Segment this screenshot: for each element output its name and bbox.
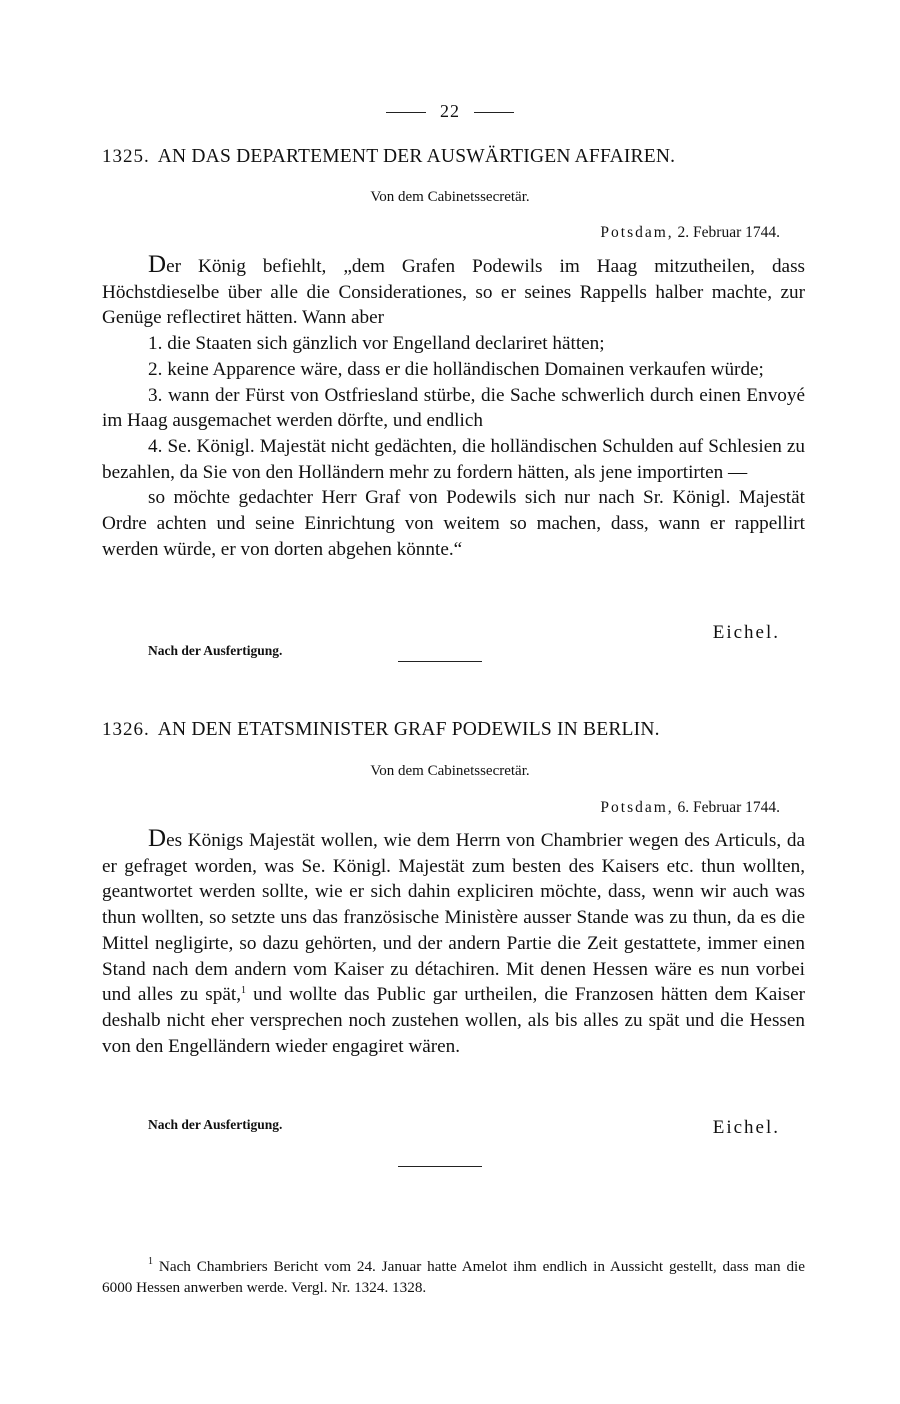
date-place: Potsdam,	[600, 224, 674, 241]
entry-number: 1325.	[102, 146, 150, 167]
date: 2. Februar 1744.	[677, 224, 780, 241]
entry-title: AN DEN ETATSMINISTER GRAF PODEWILS IN BERLIN.	[157, 719, 660, 740]
date: 6. Februar 1744.	[677, 799, 780, 816]
paragraph: Der König befiehlt, „dem Grafen Podewils im Haag mitzutheilen, dass Höchstdieselbe über alle die Considerationes, so er seines Rappells halber machte, zur Genüge reflectiret hätten. Wann aber	[102, 251, 805, 329]
entry-1325-body	[102, 252, 805, 562]
list-item: 2. keine Apparence wäre, dass er die holländischen Domainen verkaufen würde;	[148, 358, 764, 380]
paragraph	[102, 826, 805, 1059]
initial-letter: D	[148, 251, 167, 278]
page-number-dash-left	[386, 112, 426, 113]
footnote	[102, 1256, 805, 1298]
date-place: Potsdam,	[600, 799, 674, 816]
section-divider	[398, 1166, 482, 1167]
entry-1325-dateline	[600, 224, 780, 242]
entry-1326-heading	[102, 719, 802, 741]
paragraph: so möchte gedachter Herr Graf von Podewils sich nur nach Sr. Königl. Majestät Ordre achten und seine Einrichtung von weitem so machen, dass, wann er rappellirt werden würde, er von dorten abgehen könnte.“	[102, 487, 805, 560]
entry-1326-signature: Eichel.	[712, 1117, 780, 1138]
entry-title: AN DAS DEPARTEMENT DER AUSWÄRTIGEN AFFAIREN.	[157, 146, 676, 167]
initial-letter: D	[148, 825, 167, 852]
footnote-mark: 1	[148, 1256, 153, 1267]
entry-1326-body	[102, 826, 805, 1059]
section-divider	[398, 661, 482, 662]
entry-1326-dateline	[600, 799, 780, 817]
footnote-text: Nach Chambriers Bericht vom 24. Januar hatte Amelot ihm endlich in Aussicht gestellt, dass man die 6000 Hessen anwerben werde. Vergl. Nr. 1324. 1328.	[102, 1258, 806, 1296]
list-item: 3. wann der Fürst von Ostfriesland stürbe, die Sache schwerlich durch einen Envoyé im Haag ausgemachet werden dörfte, und endlich	[102, 384, 805, 432]
entry-1326-source: Nach der Ausfertigung.	[148, 1117, 283, 1132]
entry-1326-from: Von dem Cabinetssecretär.	[370, 763, 530, 779]
list-item: 4. Se. Königl. Majestät nicht gedächten, die holländischen Schulden auf Schlesien zu bezahlen, da Sie von den Holländern mehr zu fordern hätten, als jene importirten —	[102, 435, 805, 483]
entry-1325-source: Nach der Ausfertigung.	[148, 643, 283, 658]
page-number-dash-right	[474, 112, 514, 113]
page-number-text: 22	[440, 101, 460, 121]
entry-1325-from: Von dem Cabinetssecretär.	[370, 189, 530, 205]
paragraph-text: Des Königs Majestät wollen, wie dem Herrn von Chambrier wegen des Articuls, da er gefraget worden, was Se. Königl. Majestät zum besten des Kaisers etc. thun wollten, geantwortet werden sollte, wie er sich dahin expliciren möchte, dass, wenn wir auch was thun wollten, so setzte uns das französische Ministère ausser Stande was zu thun, da es die Mittel negligirte, so dazu gehörten, und der andern Partie die Zeit gestattete, immer einen Stand nach dem andern vom Kaiser zu détachiren. Mit denen Hessen wäre es nun vorbei und alles zu spät,	[102, 825, 805, 1006]
paragraph-text-rest: und wollte das Public gar urtheilen, die Franzosen hätten dem Kaiser deshalb nicht eher versprechen noch zustehen wollen, als bis alles zu spät und die Hessen von den Engelländern wieder engagiret wären.	[102, 984, 805, 1057]
entry-number: 1326.	[102, 719, 150, 740]
footnote-ref: 1	[241, 985, 246, 997]
entry-1325-signature: Eichel.	[712, 622, 780, 643]
page-number	[0, 101, 900, 122]
entry-1325-heading	[102, 146, 802, 168]
list-item: 1. die Staaten sich gänzlich vor Engelland declariret hätten;	[148, 333, 605, 355]
